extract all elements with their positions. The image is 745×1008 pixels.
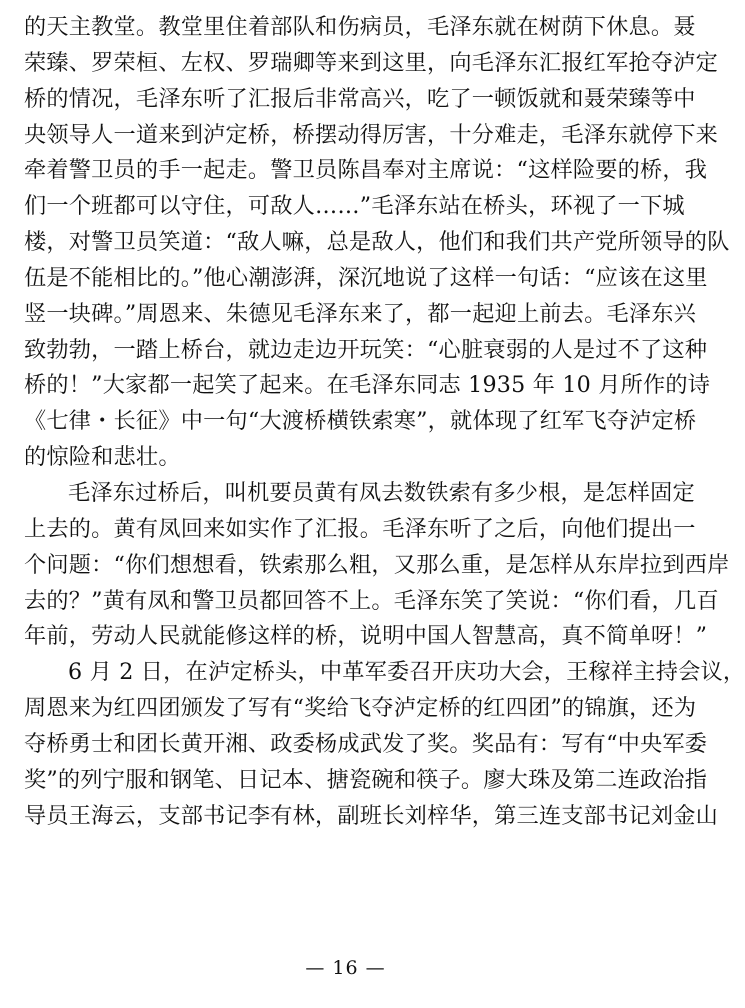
paragraph: [24, 655, 745, 834]
text-line: 去的？”黄有凤和警卫员都回答不上。毛泽东笑了笑说：“你们看，几百: [24, 587, 719, 614]
text-line: 桥的情况，毛泽东听了汇报后非常高兴，吃了一顿饭就和聂荣臻等中: [24, 85, 696, 112]
text-line: 的惊险和悲壮。: [24, 444, 181, 471]
text-line: 致勃勃，一踏上桥台，就边走边开玩笑：“心脏衰弱的人是过不了这种: [24, 336, 708, 363]
text-line: 《七律・长征》中一句“大渡桥横铁索寒”，就体现了红军飞夺泸定桥: [24, 408, 697, 435]
body-text: [24, 10, 745, 834]
text-line: 夺桥勇士和团长黄开湘、政委杨成武发了奖。奖品有：写有“中央军委: [24, 730, 708, 757]
text-line: 桥的！”大家都一起笑了起来。在毛泽东同志 1935 年 10 月所作的诗: [24, 372, 711, 399]
text-line: 个问题：“你们想想看，铁索那么粗，又那么重，是怎样从东岸拉到西岸: [24, 551, 730, 578]
page-number: — 16 —: [305, 957, 386, 979]
paragraph: [24, 476, 730, 655]
text-line: 荣臻、罗荣桓、左权、罗瑞卿等来到这里，向毛泽东汇报红军抢夺泸定: [24, 49, 719, 76]
text-line: 6 月 2 日，在泸定桥头，中革军委召开庆功大会，王稼祥主持会议，: [68, 659, 745, 686]
text-line: 的天主教堂。教堂里住着部队和伤病员，毛泽东就在树荫下休息。聂: [24, 14, 696, 40]
text-line: 牵着警卫员的手一起走。警卫员陈昌奉对主席说：“这样险要的桥，我: [24, 157, 708, 184]
text-line: 央领导人一道来到泸定桥，桥摆动得厉害，十分难走，毛泽东就停下来: [24, 121, 719, 148]
text-line: 楼，对警卫员笑道：“敌人嘛，总是敌人，他们和我们共产党所领导的队: [24, 229, 730, 256]
text-line: 奖”的列宁服和钢笔、日记本、搪瓷碗和筷子。廖大珠及第二连政治指: [24, 766, 708, 793]
text-line: 毛泽东过桥后，叫机要员黄有凤去数铁索有多少根，是怎样固定: [68, 479, 695, 506]
text-line: 上去的。黄有凤回来如实作了汇报。毛泽东听了之后，向他们提出一: [24, 515, 696, 542]
text-line: 竖一块碑。”周恩来、朱德见毛泽东来了，都一起迎上前去。毛泽东兴: [24, 300, 697, 327]
text-line: 们一个班都可以守住，可敌人……”毛泽东站在桥头，环视了一下城: [24, 193, 685, 220]
text-line: 周恩来为红四团颁发了写有“奖给飞夺泸定桥的红四团”的锦旗，还为: [24, 695, 697, 722]
paragraph: [24, 10, 730, 476]
text-line: 伍是不能相比的。”他心潮澎湃，深沉地说了这样一句话：“应该在这里: [24, 264, 708, 291]
text-line: 导员王海云，支部书记李有林，副班长刘梓华，第三连支部书记刘金山: [24, 802, 719, 829]
text-line: 年前，劳动人民就能修这样的桥，说明中国人智慧高，真不简单呀！”: [24, 623, 708, 650]
